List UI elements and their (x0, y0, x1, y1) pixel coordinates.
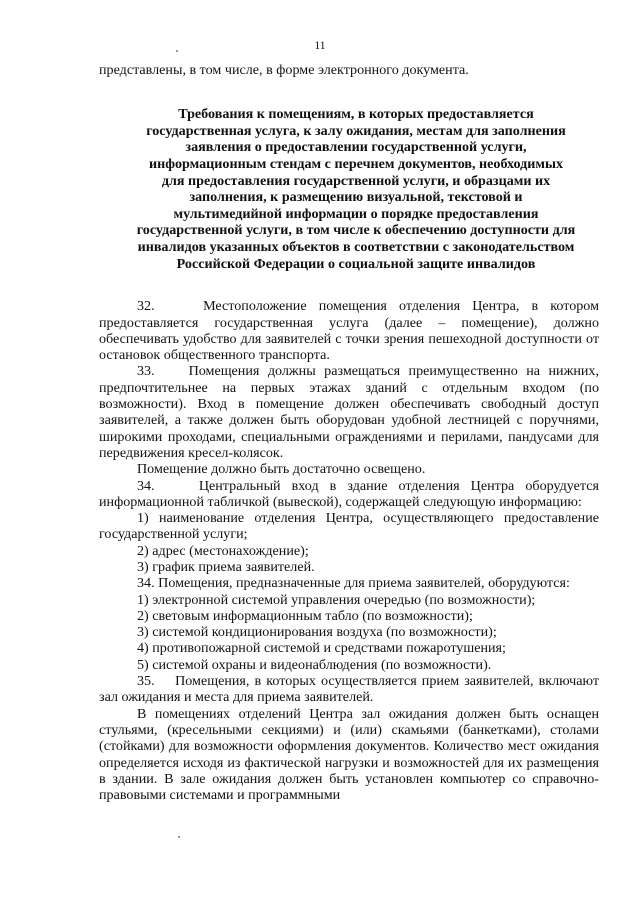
list-item: 4) противопожарной системой и средствами пожаротушения; (137, 640, 506, 657)
scan-speck (178, 836, 180, 838)
heading-line: заявления о предоставлении государственной услуги, (185, 139, 527, 156)
heading-line: государственной услуги, в том числе к обеспечению доступности для (136, 222, 576, 239)
list-item: 2) адрес (местонахождение); (137, 542, 309, 559)
heading-line: для предоставления государственной услуги, и образцами их (161, 172, 551, 189)
heading-line: заполнения, к размещению визуальной, текстовой и (189, 189, 523, 206)
list-item: 3) системой кондиционирования воздуха (по возможности); (137, 624, 497, 641)
heading-line: государственная услуга, к залу ожидания, местам для заполнения (146, 122, 566, 139)
paragraph: 33. Помещения должны размещаться преимущественно на нижних, предпочтительнее на первых этажах зданий с отдельным входом (по возможности). Вход в помещение должен обеспечивать свободный доступ заявителей, а также должен быть оборудован удобной лестницей с поручнями, широкими проходами, специальными ограждениями и перилами, пандусами для передвижения кресел-колясок. (99, 363, 599, 461)
document-body (99, 62, 599, 803)
heading-line: Требования к помещениям, в которых предоставляется (178, 106, 534, 123)
list-item: 34. Помещения, предназначенные для приема заявителей, оборудуются: (137, 575, 570, 592)
list-item: 1) электронной системой управления очередью (по возможности); (137, 591, 536, 608)
paragraph: Помещение должно быть достаточно освещено. (137, 461, 426, 478)
paragraph: 34. Центральный вход в здание отделения Центра оборудуется информационной табличкой (вывеской), содержащей следующую информацию: (99, 477, 599, 510)
paragraph: 35. Помещения, в которых осуществляется прием заявителей, включают зал ожидания и места для приема заявителей. (99, 673, 599, 706)
list-item: 5) системой охраны и видеонаблюдения (по возможности). (137, 656, 492, 673)
paragraph: В помещениях отделений Центра зал ожидания должен быть оснащен стульями, (кресельными секциями) и (или) скамьями (банкетками), столами (стойками) для возможности оформления документов. Количество мест ожидания определяется исходя из фактической нагрузки и возможностей для их размещения в здании. В зале ожидания должен быть установлен компьютер со справочно-правовыми системами и программными (99, 705, 599, 804)
heading-line: информационным стендам с перечнем документов, необходимых (148, 156, 564, 173)
list-item: 1) наименование отделения Центра, осуществляющего предоставление государственной услуги; (99, 510, 599, 543)
paragraph-list (99, 298, 599, 803)
list-item: 2) световым информационным табло (по возможности); (137, 607, 473, 624)
page-number: 11 (314, 40, 326, 52)
paragraph: 32. Местоположение помещения отделения Центра, в котором предоставляется государственная услуга (далее – помещение), должно обеспечивать удобство для заявителей с точки зрения пешеходной доступности от остановок общественного транспорта. (99, 298, 599, 364)
heading-line: мультимедийной информации о порядке предоставления (173, 205, 539, 222)
section-heading (99, 106, 599, 272)
heading-line: инвалидов указанных объектов в соответствии с законодательством (137, 239, 575, 256)
list-item: 3) график приема заявителей. (137, 558, 315, 575)
heading-line: Российской Федерации о социальной защите инвалидов (176, 255, 536, 272)
continuation-text: представлены, в том числе, в форме электронного документа. (99, 62, 469, 78)
